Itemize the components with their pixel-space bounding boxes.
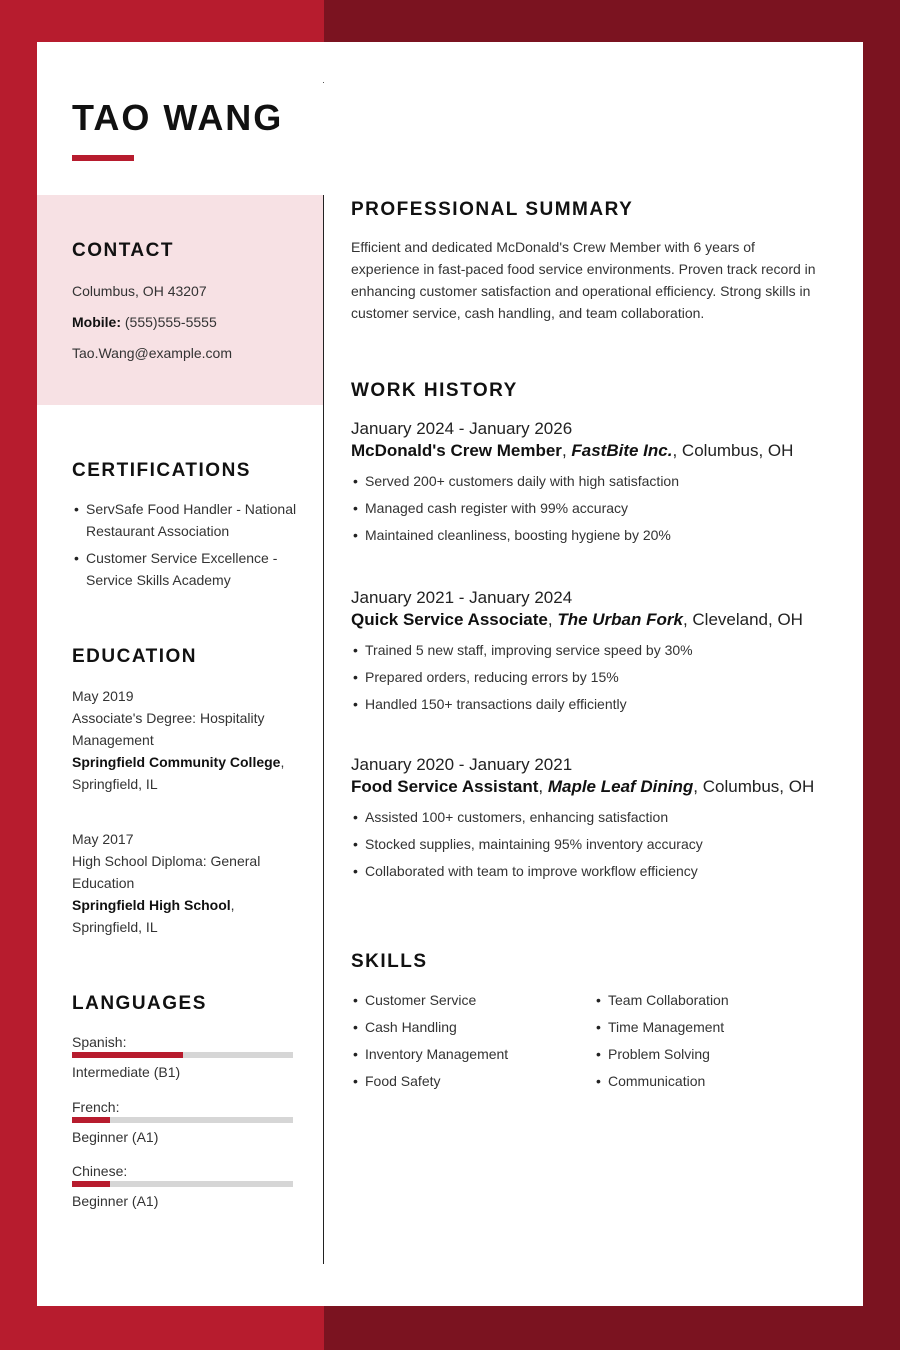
language-bar [72,1117,293,1123]
job-title: Quick Service Associate [351,610,548,629]
language-bar [72,1052,293,1058]
job-entry [351,418,821,551]
education-entry: May 2017 High School Diploma: General Education Springfield High School, Springfield, IL [72,828,297,938]
language-name: Spanish: [72,1034,127,1050]
mobile-label: Mobile: [72,314,121,330]
skills-column-1 [351,989,551,1097]
contact-email: Tao.Wang@example.com [72,345,232,361]
job-title: McDonald's Crew Member [351,441,562,460]
certification-item: • ServSafe Food Handler - National Restaurant Association [72,498,297,542]
job-bullet: • Collaborated with team to improve workflow efficiency [351,860,821,882]
education-degree: High School Diploma: General Education [72,853,261,891]
language-bar [72,1181,293,1187]
resume-page [37,42,863,1306]
certifications-heading: CERTIFICATIONS [72,460,251,481]
education-location: Springfield, IL [72,776,158,792]
contact-details [72,280,232,373]
name-underline [72,155,134,161]
job-title-line: Quick Service Associate, The Urban Fork, Cleveland, OH [351,610,803,629]
job-dates: January 2020 - January 2021 [351,755,573,774]
education-date: May 2017 [72,831,134,847]
language-item [72,1032,293,1082]
job-dates: January 2024 - January 2026 [351,419,573,438]
contact-location: Columbus, OH 43207 [72,283,207,299]
education-heading: EDUCATION [72,646,198,667]
certification-item: • Customer Service Excellence - Service Skills Academy [72,547,297,591]
job-bullet: • Maintained cleanliness, boosting hygiene by 20% [351,524,821,546]
language-name: French: [72,1099,120,1115]
education-entry: May 2019 Associate's Degree: Hospitality Management Springfield Community College, Springfield, IL [72,685,297,795]
language-item [72,1097,293,1147]
contact-heading: CONTACT [72,240,174,261]
skill-item: • Inventory Management [351,1043,551,1065]
job-bullet: • Managed cash register with 99% accuracy [351,497,821,519]
job-entry [351,587,821,720]
job-company: The Urban Fork [557,610,683,629]
language-name: Chinese: [72,1163,128,1179]
language-level: Beginner (A1) [72,1129,159,1145]
skill-item: • Communication [594,1070,794,1092]
job-bullets [351,806,821,882]
job-title: Food Service Assistant [351,777,539,796]
skills-column-2 [594,989,794,1097]
skill-item: • Problem Solving [594,1043,794,1065]
job-bullet: • Served 200+ customers daily with high satisfaction [351,470,821,492]
job-bullet: • Trained 5 new staff, improving service speed by 30% [351,639,821,661]
education-location: Springfield, IL [72,919,158,935]
skill-item: • Time Management [594,1016,794,1038]
job-company: Maple Leaf Dining [547,777,694,796]
job-dates: January 2021 - January 2024 [351,588,573,607]
skill-item: • Team Collaboration [594,989,794,1011]
certifications-list [72,498,297,596]
skill-item: • Customer Service [351,989,551,1011]
education-school: Springfield Community College [72,754,281,770]
job-bullet: • Handled 150+ transactions daily efficiently [351,693,821,715]
job-bullet: • Prepared orders, reducing errors by 15% [351,666,821,688]
languages-heading: LANGUAGES [72,993,207,1014]
job-location: , Columbus, OH [672,441,794,460]
job-entry [351,754,821,887]
job-location: , Cleveland, OH [682,610,803,629]
work-history-heading: WORK HISTORY [351,380,518,401]
job-bullets [351,470,821,546]
language-item [72,1161,293,1211]
contact-mobile [72,311,232,342]
language-bar-fill [72,1117,110,1123]
skill-item: • Cash Handling [351,1016,551,1038]
education-degree: Associate's Degree: Hospitality Management [72,710,265,748]
skills-heading: SKILLS [351,951,428,972]
summary-text: Efficient and dedicated McDonald's Crew Member with 6 years of experience in fast-paced food service environments. Proven track record in enhancing customer satisfaction and operational efficiency. Strong skills in customer service, cash handling, and team collaboration. [351,239,816,321]
job-title-line: Food Service Assistant, Maple Leaf Dining, Columbus, OH [351,777,815,796]
job-bullets [351,639,821,715]
education-school: Springfield High School [72,897,231,913]
language-bar-fill [72,1181,110,1187]
job-bullet: • Assisted 100+ customers, enhancing satisfaction [351,806,821,828]
candidate-name: TAO WANG [72,97,284,138]
column-divider [323,195,324,1264]
mobile-number: (555)555-5555 [124,314,217,330]
job-company: FastBite Inc. [571,441,673,460]
skill-item: • Food Safety [351,1070,551,1092]
job-location: , Columbus, OH [693,777,815,796]
summary-heading: PROFESSIONAL SUMMARY [351,199,634,220]
decorative-dot [323,82,324,83]
job-bullet: • Stocked supplies, maintaining 95% inventory accuracy [351,833,821,855]
language-level: Intermediate (B1) [72,1064,181,1080]
language-level: Beginner (A1) [72,1193,159,1209]
education-date: May 2019 [72,688,134,704]
job-title-line: McDonald's Crew Member, FastBite Inc., Columbus, OH [351,441,794,460]
language-bar-fill [72,1052,183,1058]
